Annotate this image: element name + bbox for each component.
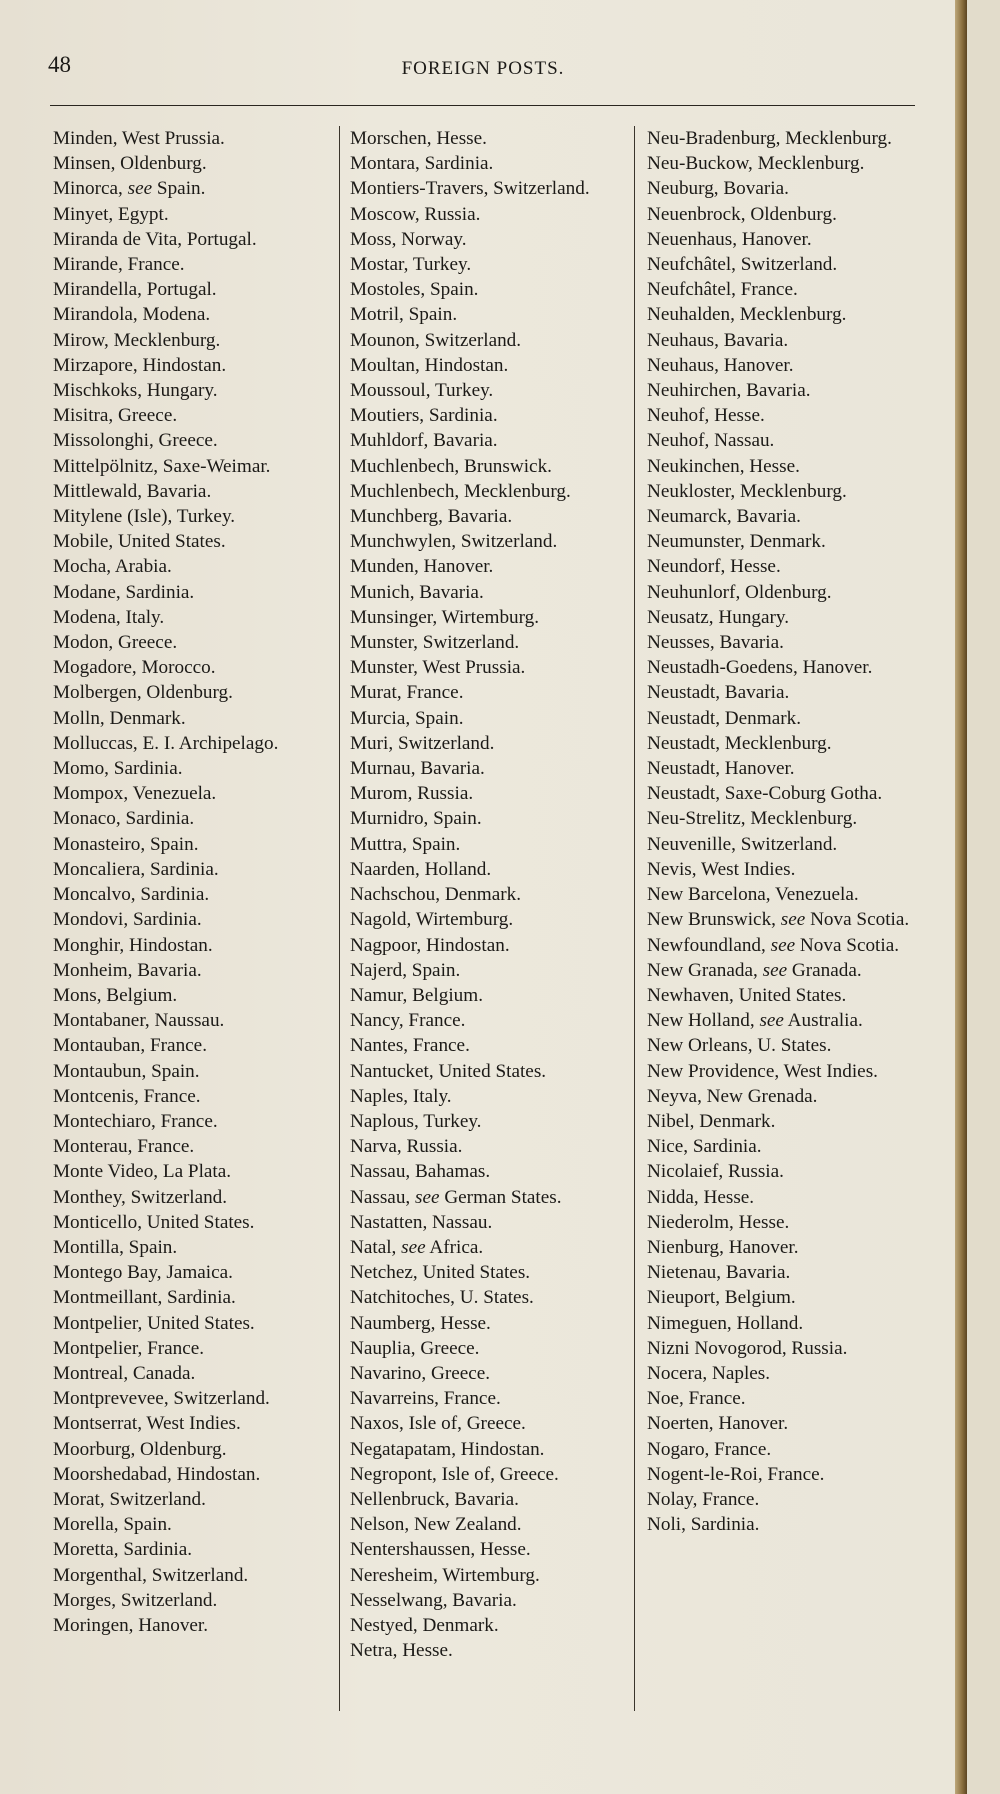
gazetteer-entry: Nagpoor, Hindostan. (350, 934, 510, 956)
header-rule (50, 105, 915, 106)
gazetteer-entry: Moretta, Sardinia. (53, 1539, 193, 1561)
gazetteer-entry: Neustadt, Mecklenburg. (647, 732, 832, 754)
gazetteer-entry: Neustadt, Hanover. (647, 758, 795, 780)
gazetteer-entry: Naxos, Isle of, Greece. (350, 1413, 526, 1435)
gazetteer-entry: Montserrat, West Indies. (53, 1413, 241, 1435)
gazetteer-entry: Negropont, Isle of, Greece. (350, 1463, 559, 1485)
gazetteer-entry: Neumarck, Bavaria. (647, 506, 801, 528)
column-divider-1 (339, 126, 340, 1711)
gazetteer-entry: Natchitoches, U. States. (350, 1287, 534, 1309)
gazetteer-entry: Mirande, France. (53, 254, 185, 276)
gazetteer-entry: Monterau, France. (53, 1136, 195, 1158)
gazetteer-entry: Neuhalden, Mecklenburg. (647, 304, 847, 326)
gazetteer-entry: Netchez, United States. (350, 1262, 531, 1284)
gazetteer-entry: Natal, see Africa. (350, 1236, 484, 1258)
gazetteer-entry: Naumberg, Hesse. (350, 1312, 491, 1334)
gazetteer-entry: Neuhof, Hesse. (647, 405, 765, 427)
gazetteer-entry: Murcia, Spain. (350, 707, 464, 729)
gazetteer-entry: Niederolm, Hesse. (647, 1211, 790, 1233)
gazetteer-entry: Montechiaro, France. (53, 1110, 218, 1132)
gazetteer-entry: New Brunswick, see Nova Scotia. (647, 909, 910, 931)
gazetteer-entry: Munster, Switzerland. (350, 632, 520, 654)
gazetteer-entry: Nesselwang, Bavaria. (350, 1589, 517, 1611)
gazetteer-entry: Murat, France. (350, 682, 464, 704)
column-1 (53, 126, 343, 1638)
gazetteer-entry: Monasteiro, Spain. (53, 833, 199, 855)
gazetteer-entry: Molbergen, Oldenburg. (53, 682, 233, 704)
gazetteer-entry: Monheim, Bavaria. (53, 959, 202, 981)
gazetteer-entry: Misitra, Greece. (53, 405, 178, 427)
gazetteer-entry: Moorshedabad, Hindostan. (53, 1463, 261, 1485)
gazetteer-entry: Neu-Bradenburg, Mecklenburg. (647, 128, 892, 149)
gazetteer-entry: Naarden, Holland. (350, 858, 492, 880)
gazetteer-entry: Mogadore, Morocco. (53, 657, 216, 679)
gazetteer-entry: Modon, Greece. (53, 632, 178, 654)
gazetteer-entry: Neuenhaus, Hanover. (647, 228, 812, 250)
gazetteer-entry: New Providence, West Indies. (647, 1060, 878, 1082)
gazetteer-entry: New Granada, see Granada. (647, 959, 862, 981)
gazetteer-entry: Nestyed, Denmark. (350, 1614, 499, 1636)
gazetteer-entry: Montego Bay, Jamaica. (53, 1262, 233, 1284)
gazetteer-entry: Montara, Sardinia. (350, 153, 494, 175)
gazetteer-entry: Munster, West Prussia. (350, 657, 526, 679)
gazetteer-entry: Modena, Italy. (53, 606, 165, 628)
gazetteer-entry: Modane, Sardinia. (53, 581, 195, 603)
gazetteer-entry: Monaco, Sardinia. (53, 808, 195, 830)
gazetteer-entry: Nelson, New Zealand. (350, 1514, 522, 1536)
gazetteer-entry: Monticello, United States. (53, 1211, 255, 1233)
gazetteer-entry: Nancy, France. (350, 1010, 466, 1032)
gazetteer-entry: Neufchâtel, Switzerland. (647, 254, 838, 276)
gazetteer-entry: Nieuport, Belgium. (647, 1287, 796, 1309)
gazetteer-entry: Mostar, Turkey. (350, 254, 472, 276)
gazetteer-entry: Morat, Switzerland. (53, 1488, 206, 1510)
gazetteer-entry: Mirandella, Portugal. (53, 279, 217, 301)
gazetteer-entry: Nellenbruck, Bavaria. (350, 1488, 519, 1510)
gazetteer-entry: Montpelier, United States. (53, 1312, 255, 1334)
gazetteer-entry: Neustadh-Goedens, Hanover. (647, 657, 873, 679)
gazetteer-entry: Mondovi, Sardinia. (53, 909, 202, 931)
gazetteer-entry: Nassau, Bahamas. (350, 1161, 491, 1183)
gazetteer-entry: Minsen, Oldenburg. (53, 153, 207, 175)
gazetteer-entry: Missolonghi, Greece. (53, 430, 218, 452)
gazetteer-entry: Mirandola, Modena. (53, 304, 211, 326)
gazetteer-entry: Neu-Strelitz, Mecklenburg. (647, 808, 858, 830)
gazetteer-entry: Newfoundland, see Nova Scotia. (647, 934, 900, 956)
gazetteer-entry: Netra, Hesse. (350, 1640, 453, 1662)
gazetteer-entry: Montprevevee, Switzerland. (53, 1388, 270, 1410)
gazetteer-entry: Moultan, Hindostan. (350, 354, 509, 376)
gazetteer-entry: Naplous, Turkey. (350, 1110, 482, 1132)
gazetteer-entry: Neustadt, Bavaria. (647, 682, 790, 704)
gazetteer-entry: Namur, Belgium. (350, 984, 483, 1006)
gazetteer-entry: Negatapatam, Hindostan. (350, 1438, 545, 1460)
gazetteer-entry: Moscow, Russia. (350, 203, 481, 225)
gazetteer-entry: Nizni Novogorod, Russia. (647, 1337, 848, 1359)
gazetteer-entry: Nogaro, France. (647, 1438, 772, 1460)
gazetteer-entry: Moss, Norway. (350, 228, 467, 250)
gazetteer-entry: Monghir, Hindostan. (53, 934, 213, 956)
gazetteer-entry: New Orleans, U. States. (647, 1035, 832, 1057)
gazetteer-entry: Mittelpölnitz, Saxe-Weimar. (53, 455, 271, 477)
gazetteer-entry: Nietenau, Bavaria. (647, 1262, 791, 1284)
page-number: 48 (48, 52, 71, 77)
gazetteer-entry: Morella, Spain. (53, 1514, 172, 1536)
book-spine (955, 0, 967, 1794)
gazetteer-entry: Nienburg, Hanover. (647, 1236, 799, 1258)
gazetteer-entry: Muchlenbech, Mecklenburg. (350, 480, 571, 502)
gazetteer-entry: Mirow, Mecklenburg. (53, 329, 221, 351)
gazetteer-entry: Munden, Hanover. (350, 556, 494, 578)
gazetteer-entry: Neumunster, Denmark. (647, 531, 826, 553)
gazetteer-entry: Montreal, Canada. (53, 1362, 196, 1384)
page-header (48, 52, 918, 92)
gazetteer-entry: Neundorf, Hesse. (647, 556, 781, 578)
gazetteer-entry: Nastatten, Nassau. (350, 1211, 493, 1233)
gazetteer-entry: Munsinger, Wirtemburg. (350, 606, 540, 628)
gazetteer-entry: Mirzapore, Hindostan. (53, 354, 227, 376)
column-divider-2 (634, 126, 635, 1711)
gazetteer-entry: Nentershaussen, Hesse. (350, 1539, 531, 1561)
gazetteer-entry: Mostoles, Spain. (350, 279, 479, 301)
gazetteer-entry: Navarreins, France. (350, 1388, 501, 1410)
gazetteer-entry: Nevis, West Indies. (647, 858, 796, 880)
gazetteer-entry: Noerten, Hanover. (647, 1413, 789, 1435)
gazetteer-entry: Mischkoks, Hungary. (53, 380, 218, 402)
gazetteer-entry: Najerd, Spain. (350, 959, 461, 981)
gazetteer-entry: Neresheim, Wirtemburg. (350, 1564, 540, 1586)
gazetteer-entry: Neukloster, Mecklenburg. (647, 480, 847, 502)
gazetteer-entry: Neuenbrock, Oldenburg. (647, 203, 837, 225)
gazetteer-entry: Nocera, Naples. (647, 1362, 771, 1384)
gazetteer-entry: Mobile, United States. (53, 531, 226, 553)
gazetteer-entry: Munchberg, Bavaria. (350, 506, 513, 528)
gazetteer-entry: Montauban, France. (53, 1035, 207, 1057)
gazetteer-entry: Neustadt, Denmark. (647, 707, 801, 729)
gazetteer-entry: Murnau, Bavaria. (350, 758, 485, 780)
gazetteer-entry: Monthey, Switzerland. (53, 1186, 228, 1208)
gazetteer-entry: Montmeillant, Sardinia. (53, 1287, 236, 1309)
gazetteer-entry: Minorca, see Spain. (53, 178, 206, 200)
gazetteer-entry: Munich, Bavaria. (350, 581, 484, 603)
gazetteer-entry: Minden, West Prussia. (53, 128, 225, 149)
gazetteer-entry: Moutiers, Sardinia. (350, 405, 498, 427)
facing-page-edge (967, 0, 1000, 1794)
gazetteer-entry: Newhaven, United States. (647, 984, 847, 1006)
gazetteer-entry: Moorburg, Oldenburg. (53, 1438, 227, 1460)
gazetteer-entry: Montcenis, France. (53, 1085, 201, 1107)
gazetteer-entry: Narva, Russia. (350, 1136, 463, 1158)
gazetteer-entry: Neufchâtel, France. (647, 279, 798, 301)
gazetteer-entry: Monte Video, La Plata. (53, 1161, 232, 1183)
gazetteer-entry: Molln, Denmark. (53, 707, 186, 729)
gazetteer-entry: Neuhof, Nassau. (647, 430, 775, 452)
gazetteer-entry: Neuhaus, Hanover. (647, 354, 794, 376)
gazetteer-entry: Neuhunlorf, Oldenburg. (647, 581, 832, 603)
gazetteer-entry: Neusatz, Hungary. (647, 606, 790, 628)
gazetteer-entry: Moncaliera, Sardinia. (53, 858, 219, 880)
gazetteer-entry: Moussoul, Turkey. (350, 380, 494, 402)
gazetteer-entry: Mounon, Switzerland. (350, 329, 522, 351)
gazetteer-entry: Motril, Spain. (350, 304, 458, 326)
gazetteer-entry: Nicolaief, Russia. (647, 1161, 784, 1183)
gazetteer-entry: Montiers-Travers, Switzerland. (350, 178, 590, 200)
gazetteer-entry: Montilla, Spain. (53, 1236, 178, 1258)
column-3 (647, 126, 937, 1537)
gazetteer-entry: Nantes, France. (350, 1035, 470, 1057)
gazetteer-entry: Nantucket, United States. (350, 1060, 547, 1082)
gazetteer-entry: Nibel, Denmark. (647, 1110, 776, 1132)
gazetteer-entry: Mittlewald, Bavaria. (53, 480, 212, 502)
gazetteer-entry: Murom, Russia. (350, 783, 474, 805)
gazetteer-entry: Muri, Switzerland. (350, 732, 495, 754)
gazetteer-entry: Morgenthal, Switzerland. (53, 1564, 249, 1586)
gazetteer-entry: Nagold, Wirtemburg. (350, 909, 514, 931)
gazetteer-entry: Molluccas, E. I. Archipelago. (53, 732, 279, 754)
gazetteer-entry: Naples, Italy. (350, 1085, 452, 1107)
gazetteer-entry: Morschen, Hesse. (350, 128, 487, 149)
gazetteer-entry: Neuvenille, Switzerland. (647, 833, 838, 855)
gazetteer-entry: Nolay, France. (647, 1488, 760, 1510)
column-2 (350, 126, 640, 1663)
gazetteer-entry: Noe, France. (647, 1388, 746, 1410)
gazetteer-entry: Momo, Sardinia. (53, 758, 183, 780)
gazetteer-entry: Moringen, Hanover. (53, 1614, 209, 1636)
gazetteer-entry: Mompox, Venezuela. (53, 783, 217, 805)
gazetteer-entry: Montaubun, Spain. (53, 1060, 200, 1082)
gazetteer-entry: Navarino, Greece. (350, 1362, 491, 1384)
gazetteer-entry: Noli, Sardinia. (647, 1514, 760, 1536)
gazetteer-entry: Neustadt, Saxe-Coburg Gotha. (647, 783, 883, 805)
gazetteer-entry: New Barcelona, Venezuela. (647, 884, 859, 906)
gazetteer-entry: Neuhaus, Bavaria. (647, 329, 789, 351)
gazetteer-entry: Neu-Buckow, Mecklenburg. (647, 153, 865, 175)
gazetteer-entry: Muhldorf, Bavaria. (350, 430, 498, 452)
gazetteer-entry: Nogent-le-Roi, France. (647, 1463, 825, 1485)
running-head: FOREIGN POSTS. (401, 58, 565, 79)
gazetteer-entry: Montpelier, France. (53, 1337, 205, 1359)
gazetteer-entry: Neuhirchen, Bavaria. (647, 380, 811, 402)
gazetteer-entry: Montabaner, Naussau. (53, 1010, 225, 1032)
gazetteer-entry: Morges, Switzerland. (53, 1589, 218, 1611)
gazetteer-entry: Nassau, see German States. (350, 1186, 562, 1208)
gazetteer-entry: Neusses, Bavaria. (647, 632, 784, 654)
gazetteer-entry: Neukinchen, Hesse. (647, 455, 800, 477)
gazetteer-entry: Mons, Belgium. (53, 984, 178, 1006)
gazetteer-entry: Muttra, Spain. (350, 833, 461, 855)
gazetteer-entry: Neuburg, Bovaria. (647, 178, 789, 200)
gazetteer-entry: Muchlenbech, Brunswick. (350, 455, 552, 477)
gazetteer-entry: Nice, Sardinia. (647, 1136, 762, 1158)
gazetteer-entry: Mitylene (Isle), Turkey. (53, 506, 236, 528)
gazetteer-entry: Moncalvo, Sardinia. (53, 884, 210, 906)
gazetteer-entry: Mocha, Arabia. (53, 556, 172, 578)
gazetteer-entry: Minyet, Egypt. (53, 203, 169, 225)
gazetteer-entry: Nauplia, Greece. (350, 1337, 480, 1359)
gazetteer-entry: New Holland, see Australia. (647, 1010, 863, 1032)
gazetteer-entry: Nachschou, Denmark. (350, 884, 522, 906)
gazetteer-entry: Murnidro, Spain. (350, 808, 482, 830)
gazetteer-entry: Nidda, Hesse. (647, 1186, 755, 1208)
gazetteer-entry: Neyva, New Grenada. (647, 1085, 818, 1107)
gazetteer-entry: Munchwylen, Switzerland. (350, 531, 558, 553)
gazetteer-entry: Nimeguen, Holland. (647, 1312, 804, 1334)
gazetteer-entry: Miranda de Vita, Portugal. (53, 228, 257, 250)
